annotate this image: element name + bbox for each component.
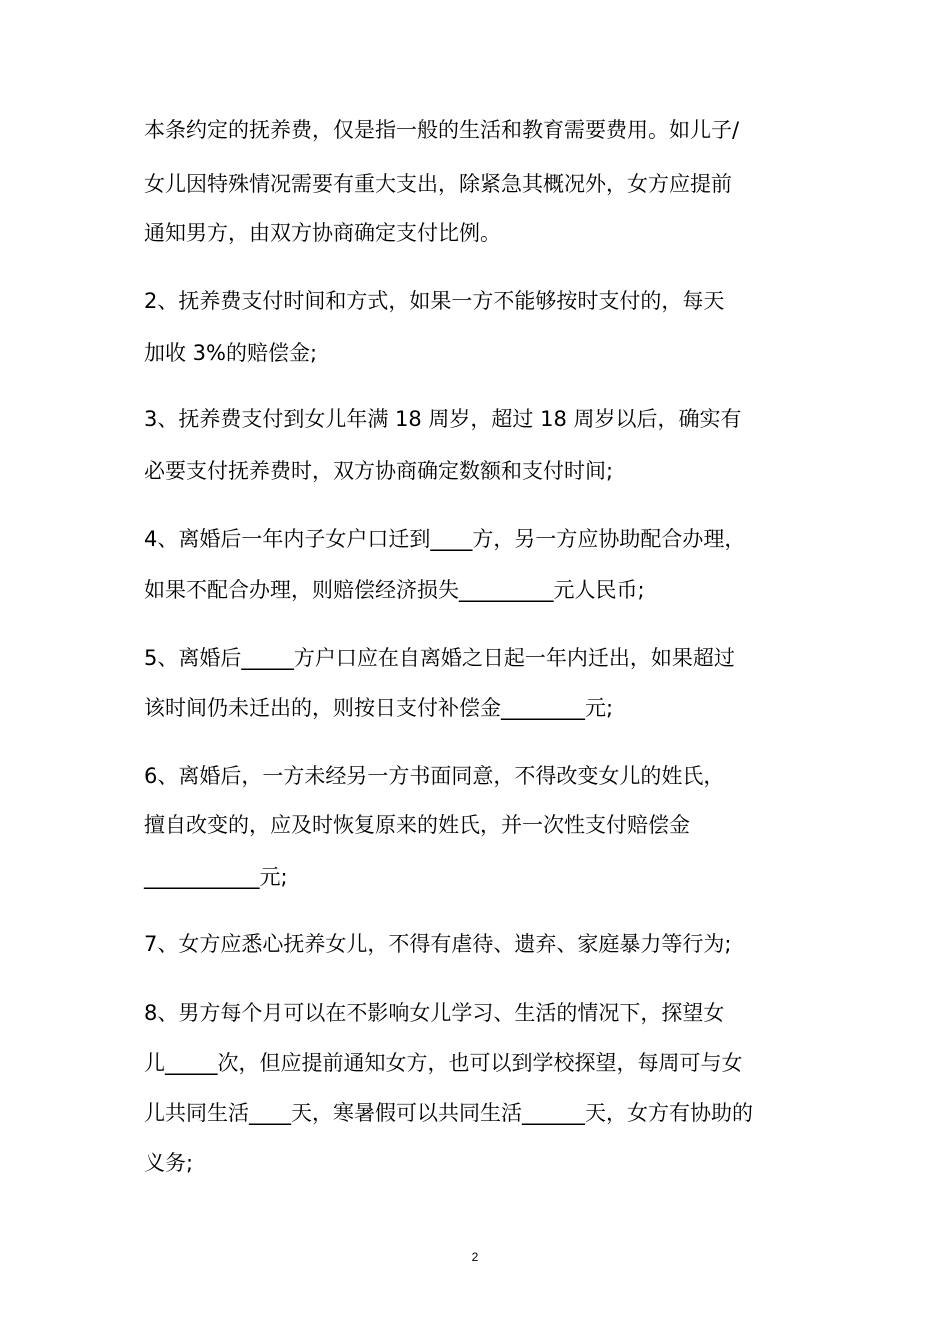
text-line: ___________元; xyxy=(144,865,288,889)
page-number: 2 xyxy=(471,1250,479,1264)
text-line: 8、男方每个月可以在不影响女儿学习、生活的情况下，探望女 xyxy=(144,1001,725,1025)
text-line: 义务; xyxy=(144,1151,194,1175)
text-line: 通知男方，由双方协商确定支付比例。 xyxy=(144,221,501,245)
text-line: 儿共同生活____天，寒暑假可以共同生活______天，女方有协助的 xyxy=(144,1101,753,1125)
text-line: 加收 3%的赔偿金; xyxy=(144,341,318,365)
text-line: 6、离婚后，一方未经另一方书面同意，不得改变女儿的姓氏， xyxy=(144,764,725,788)
text-line: 7、女方应悉心抚养女儿，不得有虐待、遗弃、家庭暴力等行为; xyxy=(144,932,732,956)
text-line: 本条约定的抚养费，仅是指一般的生活和教育需要费用。如儿子/ xyxy=(144,118,740,142)
text-line: 4、离婚后一年内子女户口迁到____方，另一方应协助配合办理， xyxy=(144,527,746,551)
text-line: 擅自改变的，应及时恢复原来的姓氏，并一次性支付赔偿金 xyxy=(144,813,690,837)
text-line: 2、抚养费支付时间和方式，如果一方不能够按时支付的，每天 xyxy=(144,289,725,313)
text-line: 女儿因特殊情况需要有重大支出，除紧急其概况外，女方应提前 xyxy=(144,172,732,196)
text-line: 该时间仍未迁出的，则按日支付补偿金________元; xyxy=(144,696,614,720)
text-line: 3、抚养费支付到女儿年满 18 周岁，超过 18 周岁以后，确实有 xyxy=(144,407,742,431)
text-line: 必要支付抚养费时，双方协商确定数额和支付时间; xyxy=(144,459,614,483)
text-line: 5、离婚后_____方户口应在自离婚之日起一年内迁出，如果超过 xyxy=(144,646,735,670)
text-line: 儿_____次，但应提前通知女方，也可以到学校探望，每周可与女 xyxy=(144,1051,743,1075)
text-line: 如果不配合办理，则赔偿经济损失_________元人民币; xyxy=(144,578,645,602)
